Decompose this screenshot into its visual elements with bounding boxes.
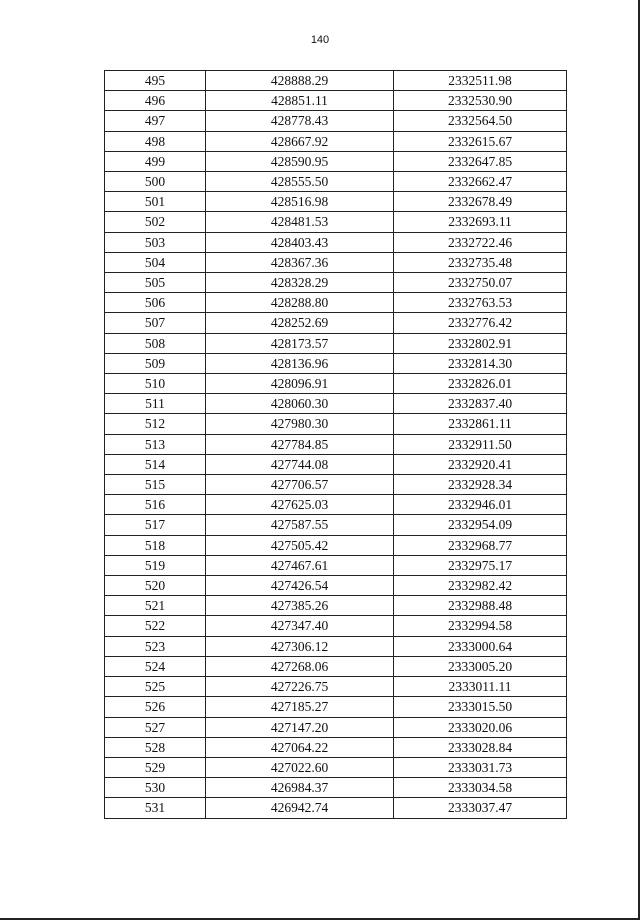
point-number-cell: 497 xyxy=(105,111,206,131)
coordinates-table xyxy=(104,70,567,819)
easting-cell: 427064.22 xyxy=(206,737,394,757)
northing-cell: 2332837.40 xyxy=(394,394,567,414)
northing-cell: 2332776.42 xyxy=(394,313,567,333)
point-number-cell: 496 xyxy=(105,91,206,111)
northing-cell: 2332988.48 xyxy=(394,596,567,616)
easting-cell: 428555.50 xyxy=(206,172,394,192)
easting-cell: 427980.30 xyxy=(206,414,394,434)
table-row xyxy=(105,697,567,717)
table-row xyxy=(105,313,567,333)
point-number-cell: 503 xyxy=(105,232,206,252)
easting-cell: 428778.43 xyxy=(206,111,394,131)
table-row xyxy=(105,131,567,151)
easting-cell: 427744.08 xyxy=(206,454,394,474)
table-row xyxy=(105,91,567,111)
point-number-cell: 529 xyxy=(105,757,206,777)
northing-cell: 2333020.06 xyxy=(394,717,567,737)
northing-cell: 2332920.41 xyxy=(394,454,567,474)
point-number-cell: 510 xyxy=(105,374,206,394)
point-number-cell: 523 xyxy=(105,636,206,656)
northing-cell: 2332814.30 xyxy=(394,353,567,373)
point-number-cell: 527 xyxy=(105,717,206,737)
table-row xyxy=(105,293,567,313)
northing-cell: 2333028.84 xyxy=(394,737,567,757)
table-row xyxy=(105,495,567,515)
point-number-cell: 520 xyxy=(105,576,206,596)
table-row xyxy=(105,374,567,394)
page-number: 140 xyxy=(310,34,330,46)
table-row xyxy=(105,757,567,777)
easting-cell: 427426.54 xyxy=(206,576,394,596)
table-row xyxy=(105,717,567,737)
point-number-cell: 509 xyxy=(105,353,206,373)
table-row xyxy=(105,333,567,353)
point-number-cell: 506 xyxy=(105,293,206,313)
easting-cell: 428888.29 xyxy=(206,71,394,91)
point-number-cell: 531 xyxy=(105,798,206,818)
table-row xyxy=(105,576,567,596)
northing-cell: 2332511.98 xyxy=(394,71,567,91)
northing-cell: 2332968.77 xyxy=(394,535,567,555)
table-row xyxy=(105,273,567,293)
table-row xyxy=(105,192,567,212)
easting-cell: 426942.74 xyxy=(206,798,394,818)
northing-cell: 2333000.64 xyxy=(394,636,567,656)
northing-cell: 2332982.42 xyxy=(394,576,567,596)
point-number-cell: 512 xyxy=(105,414,206,434)
point-number-cell: 530 xyxy=(105,778,206,798)
northing-cell: 2332722.46 xyxy=(394,232,567,252)
table-row xyxy=(105,71,567,91)
northing-cell: 2332928.34 xyxy=(394,475,567,495)
point-number-cell: 502 xyxy=(105,212,206,232)
easting-cell: 427587.55 xyxy=(206,515,394,535)
northing-cell: 2332861.11 xyxy=(394,414,567,434)
point-number-cell: 500 xyxy=(105,172,206,192)
table-row xyxy=(105,778,567,798)
point-number-cell: 524 xyxy=(105,656,206,676)
easting-cell: 427784.85 xyxy=(206,434,394,454)
table-row xyxy=(105,434,567,454)
easting-cell: 428516.98 xyxy=(206,192,394,212)
table-row xyxy=(105,353,567,373)
northing-cell: 2332911.50 xyxy=(394,434,567,454)
point-number-cell: 504 xyxy=(105,252,206,272)
northing-cell: 2332750.07 xyxy=(394,273,567,293)
table-row xyxy=(105,616,567,636)
table-row xyxy=(105,212,567,232)
northing-cell: 2333015.50 xyxy=(394,697,567,717)
table-row xyxy=(105,656,567,676)
table-row xyxy=(105,252,567,272)
point-number-cell: 515 xyxy=(105,475,206,495)
point-number-cell: 522 xyxy=(105,616,206,636)
table-row xyxy=(105,555,567,575)
easting-cell: 428252.69 xyxy=(206,313,394,333)
easting-cell: 427505.42 xyxy=(206,535,394,555)
table-row xyxy=(105,151,567,171)
point-number-cell: 519 xyxy=(105,555,206,575)
table-row xyxy=(105,454,567,474)
northing-cell: 2332530.90 xyxy=(394,91,567,111)
point-number-cell: 498 xyxy=(105,131,206,151)
northing-cell: 2333037.47 xyxy=(394,798,567,818)
northing-cell: 2332763.53 xyxy=(394,293,567,313)
table-row xyxy=(105,596,567,616)
northing-cell: 2332826.01 xyxy=(394,374,567,394)
northing-cell: 2332946.01 xyxy=(394,495,567,515)
table-row xyxy=(105,394,567,414)
northing-cell: 2333011.11 xyxy=(394,677,567,697)
table-row xyxy=(105,172,567,192)
point-number-cell: 505 xyxy=(105,273,206,293)
point-number-cell: 499 xyxy=(105,151,206,171)
point-number-cell: 518 xyxy=(105,535,206,555)
easting-cell: 428288.80 xyxy=(206,293,394,313)
point-number-cell: 526 xyxy=(105,697,206,717)
table-row xyxy=(105,636,567,656)
easting-cell: 427226.75 xyxy=(206,677,394,697)
easting-cell: 428096.91 xyxy=(206,374,394,394)
easting-cell: 426984.37 xyxy=(206,778,394,798)
coordinates-table-body xyxy=(105,71,567,819)
table-row xyxy=(105,111,567,131)
point-number-cell: 501 xyxy=(105,192,206,212)
easting-cell: 427306.12 xyxy=(206,636,394,656)
easting-cell: 427467.61 xyxy=(206,555,394,575)
point-number-cell: 517 xyxy=(105,515,206,535)
point-number-cell: 511 xyxy=(105,394,206,414)
easting-cell: 428590.95 xyxy=(206,151,394,171)
northing-cell: 2332802.91 xyxy=(394,333,567,353)
northing-cell: 2332975.17 xyxy=(394,555,567,575)
table-row xyxy=(105,798,567,818)
northing-cell: 2332735.48 xyxy=(394,252,567,272)
point-number-cell: 507 xyxy=(105,313,206,333)
easting-cell: 427706.57 xyxy=(206,475,394,495)
easting-cell: 428667.92 xyxy=(206,131,394,151)
northing-cell: 2333005.20 xyxy=(394,656,567,676)
easting-cell: 428403.43 xyxy=(206,232,394,252)
easting-cell: 428136.96 xyxy=(206,353,394,373)
northing-cell: 2332564.50 xyxy=(394,111,567,131)
easting-cell: 427185.27 xyxy=(206,697,394,717)
point-number-cell: 528 xyxy=(105,737,206,757)
point-number-cell: 516 xyxy=(105,495,206,515)
northing-cell: 2333031.73 xyxy=(394,757,567,777)
point-number-cell: 508 xyxy=(105,333,206,353)
northing-cell: 2332693.11 xyxy=(394,212,567,232)
easting-cell: 427268.06 xyxy=(206,656,394,676)
easting-cell: 427625.03 xyxy=(206,495,394,515)
table-row xyxy=(105,515,567,535)
table-row xyxy=(105,414,567,434)
northing-cell: 2332662.47 xyxy=(394,172,567,192)
point-number-cell: 514 xyxy=(105,454,206,474)
northing-cell: 2332678.49 xyxy=(394,192,567,212)
point-number-cell: 525 xyxy=(105,677,206,697)
table-row xyxy=(105,232,567,252)
point-number-cell: 513 xyxy=(105,434,206,454)
easting-cell: 428481.53 xyxy=(206,212,394,232)
point-number-cell: 495 xyxy=(105,71,206,91)
easting-cell: 428367.36 xyxy=(206,252,394,272)
table-row xyxy=(105,535,567,555)
easting-cell: 428173.57 xyxy=(206,333,394,353)
easting-cell: 427385.26 xyxy=(206,596,394,616)
table-row xyxy=(105,737,567,757)
easting-cell: 427347.40 xyxy=(206,616,394,636)
northing-cell: 2332994.58 xyxy=(394,616,567,636)
northing-cell: 2333034.58 xyxy=(394,778,567,798)
northing-cell: 2332615.67 xyxy=(394,131,567,151)
easting-cell: 428851.11 xyxy=(206,91,394,111)
easting-cell: 427022.60 xyxy=(206,757,394,777)
easting-cell: 428328.29 xyxy=(206,273,394,293)
northing-cell: 2332647.85 xyxy=(394,151,567,171)
table-row xyxy=(105,475,567,495)
table-row xyxy=(105,677,567,697)
northing-cell: 2332954.09 xyxy=(394,515,567,535)
easting-cell: 428060.30 xyxy=(206,394,394,414)
easting-cell: 427147.20 xyxy=(206,717,394,737)
point-number-cell: 521 xyxy=(105,596,206,616)
